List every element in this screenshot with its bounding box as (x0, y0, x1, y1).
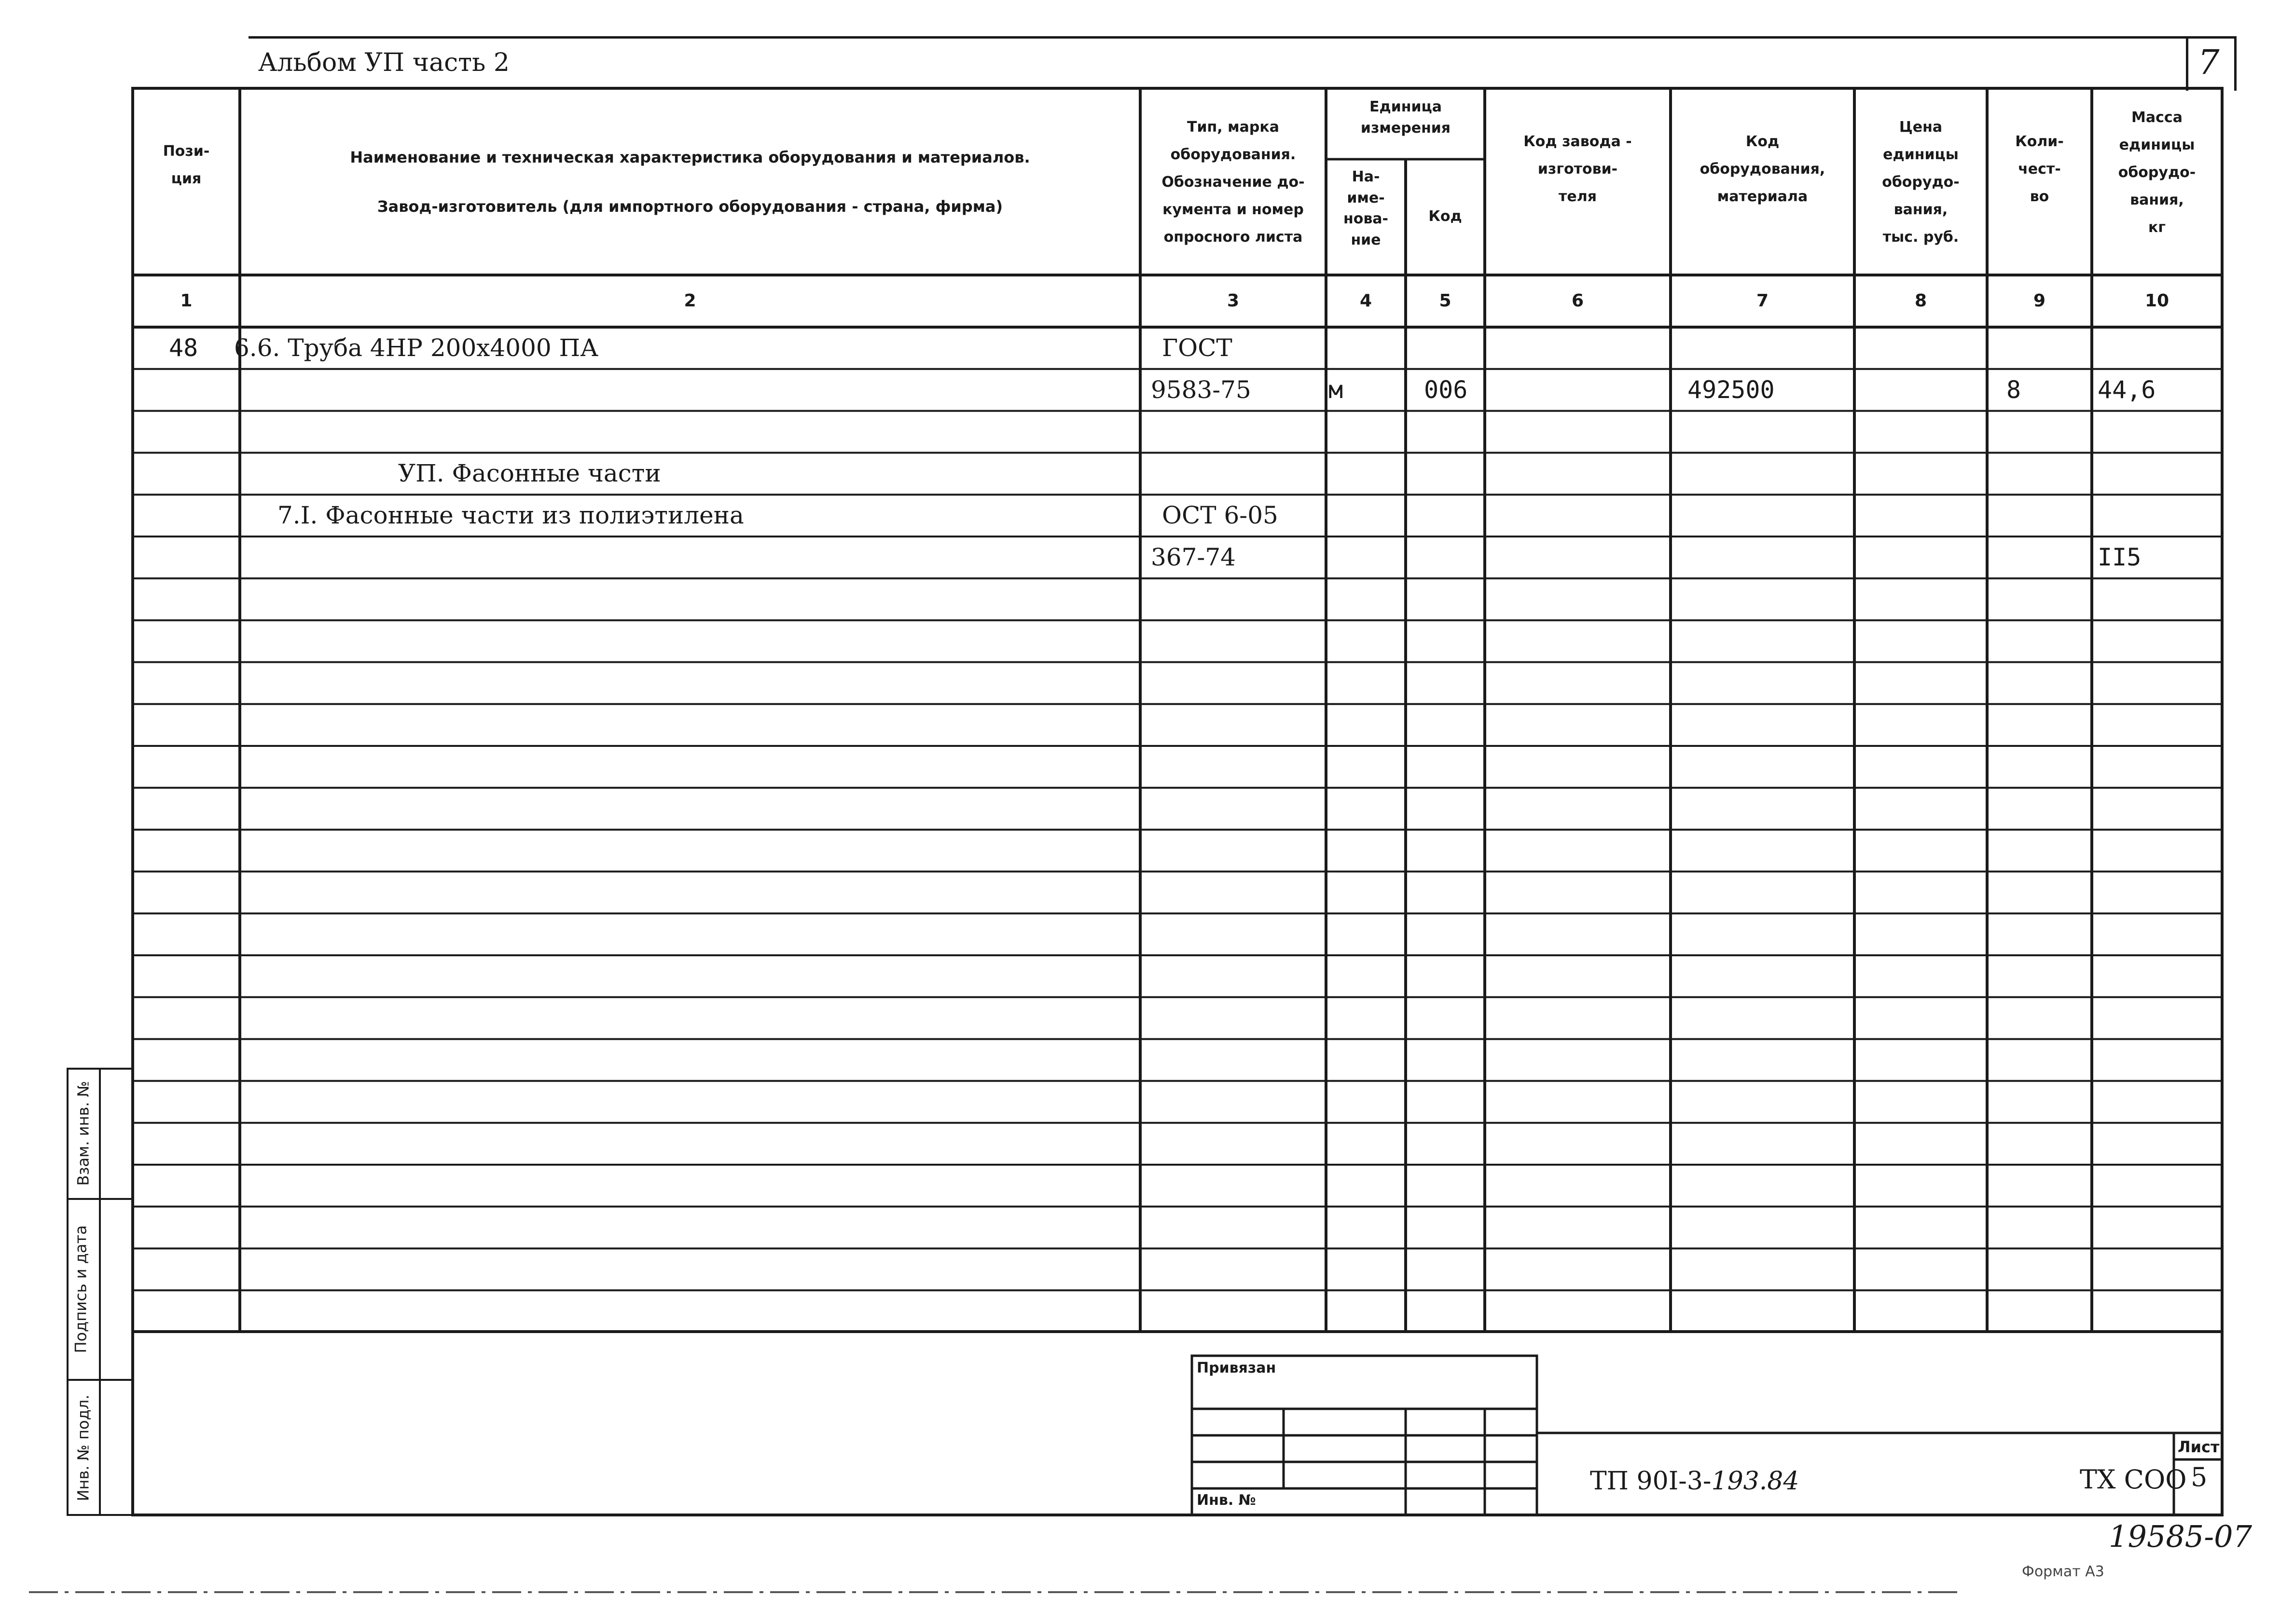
stamp-inv-no: Инв. № (1197, 1492, 1256, 1509)
column-number-9: 9 (2033, 291, 2046, 311)
format-label: Формат А3 (2022, 1563, 2104, 1580)
stamp-doc-code (1590, 1467, 1799, 1496)
cell-pos: 48 (169, 334, 198, 362)
column-header-5: Код (1428, 208, 1462, 225)
stamp-privyazan: Привязан (1197, 1360, 1276, 1376)
cell-name: УП. Фасонные части (398, 459, 661, 488)
side-label-inv-podl: Инв. № подл. (74, 1394, 93, 1501)
cell-unit-code: 006 (1424, 375, 1468, 404)
cell-equip-code: 492500 (1687, 375, 1775, 404)
column-header-9: Коли- чест- во (2015, 133, 2064, 205)
column-number-3: 3 (1227, 291, 1240, 311)
column-number-1: 1 (180, 291, 193, 311)
cell-name: 7.I. Фасонные части из полиэтилена (277, 501, 744, 530)
cell-mass: II5 (2098, 543, 2142, 571)
cell-name: 6.6. Труба 4НР 200х4000 ПА (234, 334, 599, 362)
column-header-8: Цена единицы оборудо- вания, тыс. руб. (1882, 119, 1960, 246)
column-number-7: 7 (1756, 291, 1769, 311)
column-header-3: Тип, марка оборудования. Обозначение до- кумента и номер опросного листа (1161, 119, 1305, 246)
unit-group-header: Единица измерения (1360, 98, 1451, 137)
column-header-2: Наименование и техническая характеристика оборудования и материалов. Завод-изготовитель (для импортного оборудования - страна, фирма) (350, 148, 1030, 216)
column-number-4: 4 (1359, 291, 1372, 311)
column-header-10: Масса единицы оборудо- вания, кг (2118, 109, 2196, 236)
stamp-sheet-label: Лист (2178, 1438, 2220, 1456)
column-number-8: 8 (1914, 291, 1927, 311)
column-number-10: 10 (2144, 291, 2169, 311)
cell-mass: 44,6 (2098, 375, 2156, 404)
column-header-4: На- име- нова- ние (1343, 168, 1389, 248)
stamp-sheet-number: 5 (2191, 1462, 2208, 1492)
cell-type: 9583-75 (1151, 375, 1251, 404)
column-number-5: 5 (1439, 291, 1451, 311)
album-title: Альбом УП часть 2 (258, 48, 510, 77)
column-header-1: Пози- ция (163, 143, 210, 187)
column-header-6: Код завода - изготови- теля (1523, 133, 1632, 205)
column-number-2: 2 (684, 291, 696, 311)
side-label-podpis: Подпись и дата (71, 1225, 90, 1353)
column-number-6: 6 (1571, 291, 1584, 311)
doc-code-typed: ТП 90I-3- (1590, 1467, 1712, 1496)
cell-type: ОСТ 6-05 (1162, 501, 1278, 530)
side-label-vzam: Взам. инв. № (74, 1081, 93, 1186)
cell-qty: 8 (2006, 375, 2021, 404)
cell-unit-name: м (1328, 375, 1343, 404)
doc-code-handwritten: 193.84 (1711, 1467, 1799, 1496)
bottom-hand-number: 19585-07 (2109, 1519, 2252, 1554)
cell-type: 367-74 (1151, 543, 1236, 571)
column-header-7: Код оборудования, материала (1700, 133, 1825, 205)
page-corner-number: 7 (2198, 42, 2220, 82)
cell-type: ГОСТ (1162, 334, 1232, 362)
stamp-section: ТХ СОО (2080, 1464, 2187, 1495)
